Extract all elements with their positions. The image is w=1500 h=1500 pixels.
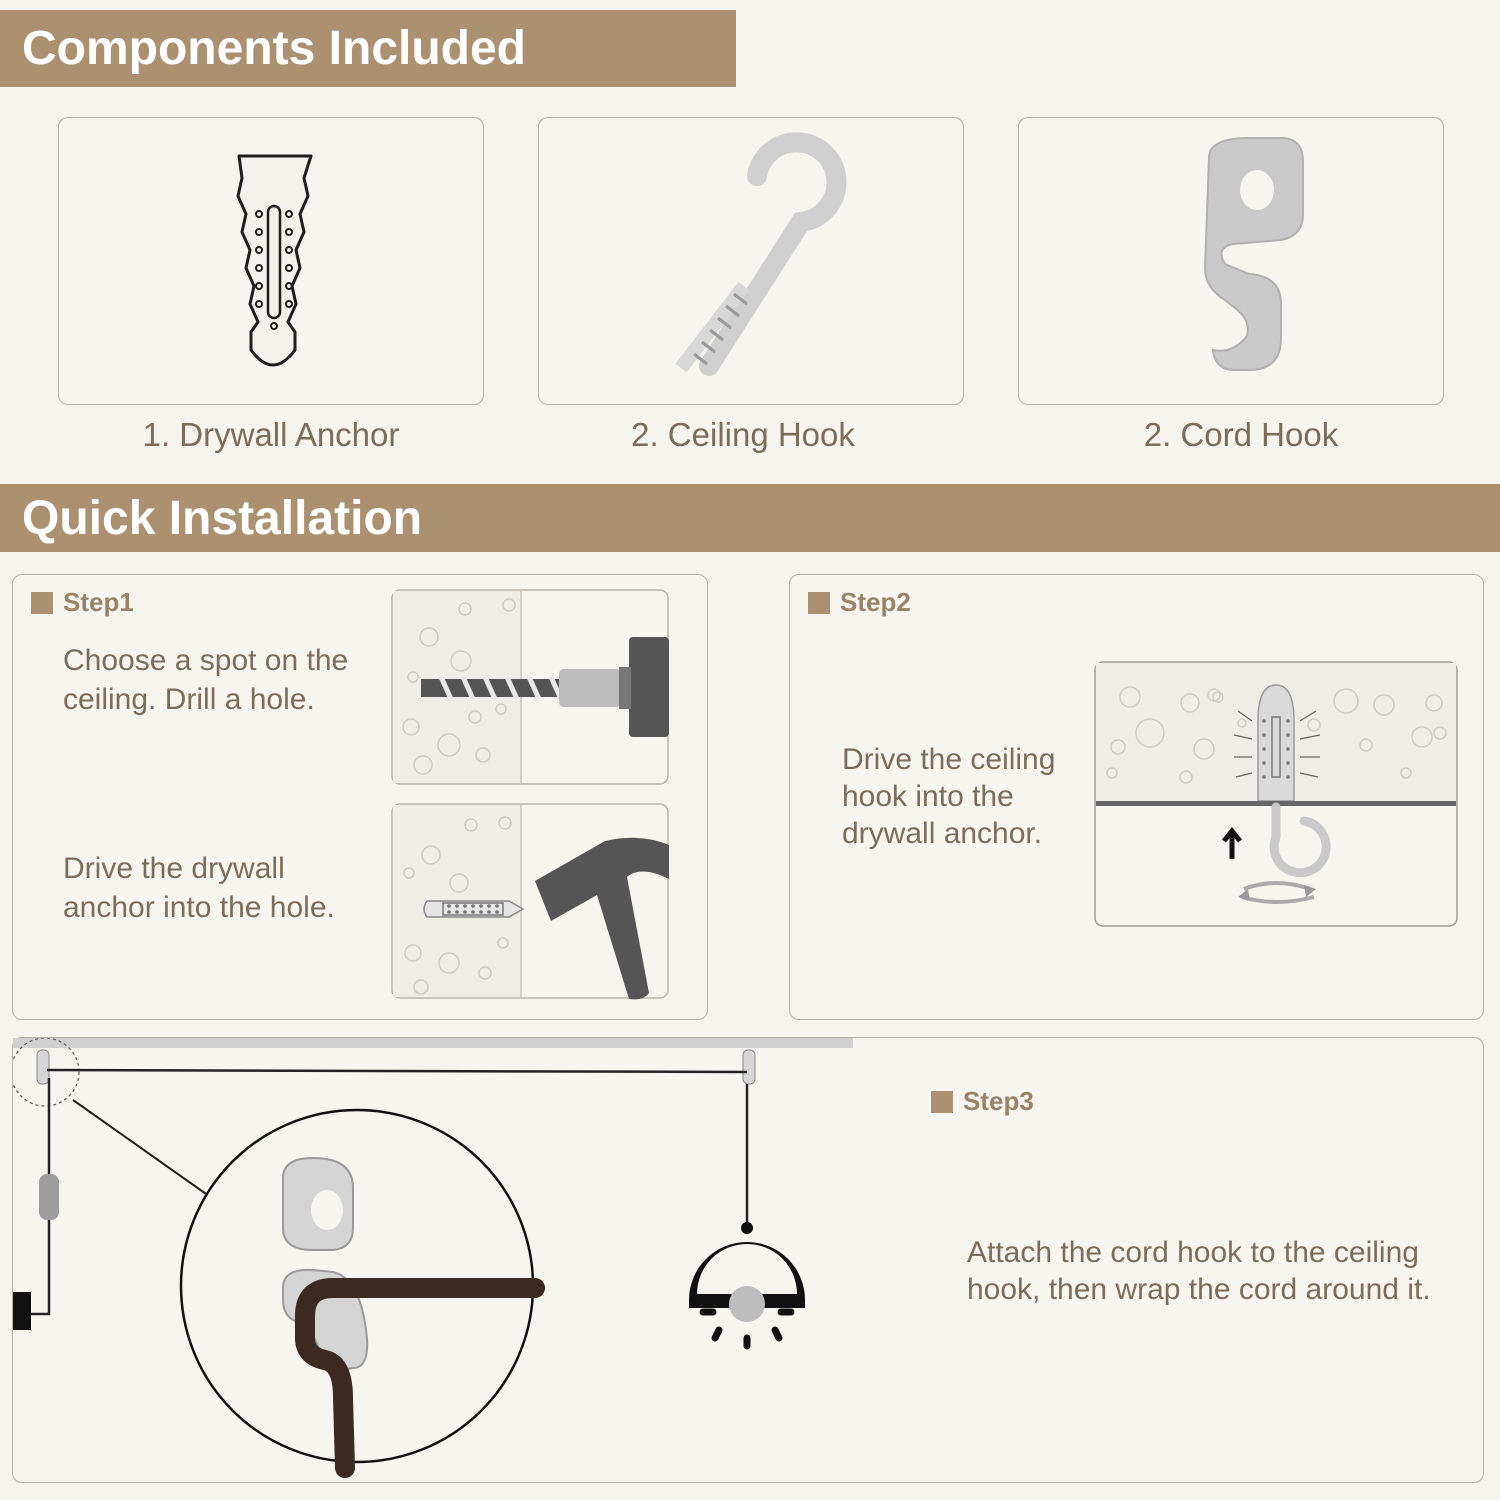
drywall-anchor-card: [58, 117, 484, 405]
installation-banner: [0, 484, 1500, 552]
step1-text-anchor: Drive the drywall anchor into the hole.: [63, 852, 335, 924]
cord-wrap-illustration: [13, 1038, 853, 1484]
drywall-anchor-label: 1. Drywall Anchor: [142, 416, 400, 453]
step1-title: Step1: [31, 587, 134, 618]
step3-title: Step3: [931, 1086, 1034, 1117]
ceiling-hook-label: 2. Ceiling Hook: [631, 416, 855, 453]
cord-hook-card: [1018, 117, 1444, 405]
step1-text-drill: Choose a spot on the ceiling. Drill a hole.: [63, 644, 349, 716]
hook-install-illustration: [1094, 661, 1460, 929]
drywall-anchor-icon: [59, 118, 485, 406]
step2-title: Step2: [808, 587, 911, 618]
step1-panel: [12, 574, 708, 1020]
step-marker-icon: [31, 592, 53, 614]
ceiling-hook-icon: [539, 118, 965, 406]
ceiling-hook-card: [538, 117, 964, 405]
components-title: Components Included: [22, 22, 526, 75]
components-banner: [0, 10, 736, 87]
step-marker-icon: [808, 592, 830, 614]
installation-title: Quick Installation: [22, 491, 423, 545]
step2-text: Drive the ceiling hook into the drywall anchor.: [842, 743, 1056, 850]
step2-panel: [789, 574, 1484, 1020]
step3-panel: [12, 1037, 1484, 1483]
cord-hook-icon: [1019, 118, 1445, 406]
step3-text: Attach the cord hook to the ceiling hook, then wrap the cord around it.: [967, 1236, 1431, 1306]
step-marker-icon: [931, 1091, 953, 1113]
drill-illustration: [391, 589, 671, 787]
cord-hook-label: 2. Cord Hook: [1143, 416, 1339, 453]
hammer-illustration: [391, 803, 671, 1001]
